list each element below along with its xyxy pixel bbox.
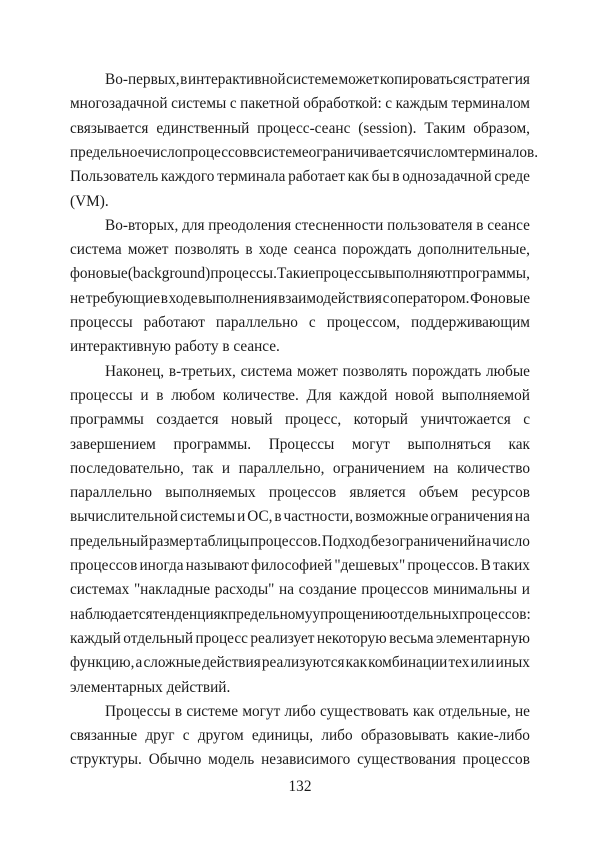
text-line: последовательно, так и параллельно, ограничением на количество: [70, 459, 530, 477]
text-line: Процессы в системе могут либо существовать как отдельные, не: [105, 702, 530, 720]
text-line: параллельно выполняемых процессов является объем ресурсов: [70, 484, 530, 502]
text-line: Пользователь каждого терминала работает как бы в однозадачной среде: [70, 168, 530, 186]
text-line: (VM).: [70, 192, 109, 210]
text-line: Во-вторых, для преодоления стесненности пользователя в сеансе: [105, 216, 530, 234]
text-line: связывается единственный процесс-сеанс (session). Таким образом,: [70, 119, 530, 137]
text-line: предельное число процессов в системе ограничивается числом терминалов.: [70, 143, 539, 161]
text-line: наблюдается тенденция к предельному упрощению отдельных процессов:: [70, 605, 531, 623]
text-line: процессы работают параллельно с процессом, поддерживающим: [70, 314, 530, 331]
text-line: каждый отдельный процесс реализует некоторую весьма элементарную: [70, 629, 530, 647]
text-line: вычислительной системы и ОС, в частности, возможные ограничения на: [70, 508, 530, 526]
text-line: программы создается новый процесс, который уничтожается с: [70, 411, 530, 429]
text-line: Во-первых, в интерактивной системе может копироваться стратегия: [105, 71, 530, 88]
text-line: многозадачной системы с пакетной обработкой: с каждым терминалом: [70, 95, 530, 113]
page-number: 132: [288, 778, 312, 795]
text-line: системах "накладные расходы" на создание процессов минимальны и: [70, 581, 530, 599]
text-line: предельный размер таблицы процессов. Подход без ограничений на число: [70, 532, 530, 550]
text-line: элементарных действий.: [70, 678, 231, 696]
text-line: процессы и в любом количестве. Для каждой новой выполняемой: [70, 386, 530, 404]
text-line: интерактивную работу в сеансе.: [70, 338, 280, 356]
text-line: система может позволять в ходе сеанса порождать дополнительные,: [70, 241, 530, 259]
text-line: связанные друг с другом единицы, либо образовывать какие-либо: [70, 727, 530, 745]
text-line: функцию, а сложные действия реализуются как комбинации тех или иных: [70, 654, 530, 672]
text-line: Наконец, в-третьих, система может позволять порождать любые: [105, 362, 530, 380]
text-line: фоновые (background) процессы. Такие процессы выполняют программы,: [70, 265, 530, 283]
text-line: не требующие в ходе выполнения взаимодействия с оператором. Фоновые: [70, 289, 530, 307]
text-line: структуры. Обычно модель независимого существования процессов: [70, 751, 530, 769]
text-line: завершением программы. Процессы могут выполняться как: [70, 435, 530, 453]
text-line: процессов иногда называют философией "дешевых" процессов. В таких: [70, 557, 530, 574]
